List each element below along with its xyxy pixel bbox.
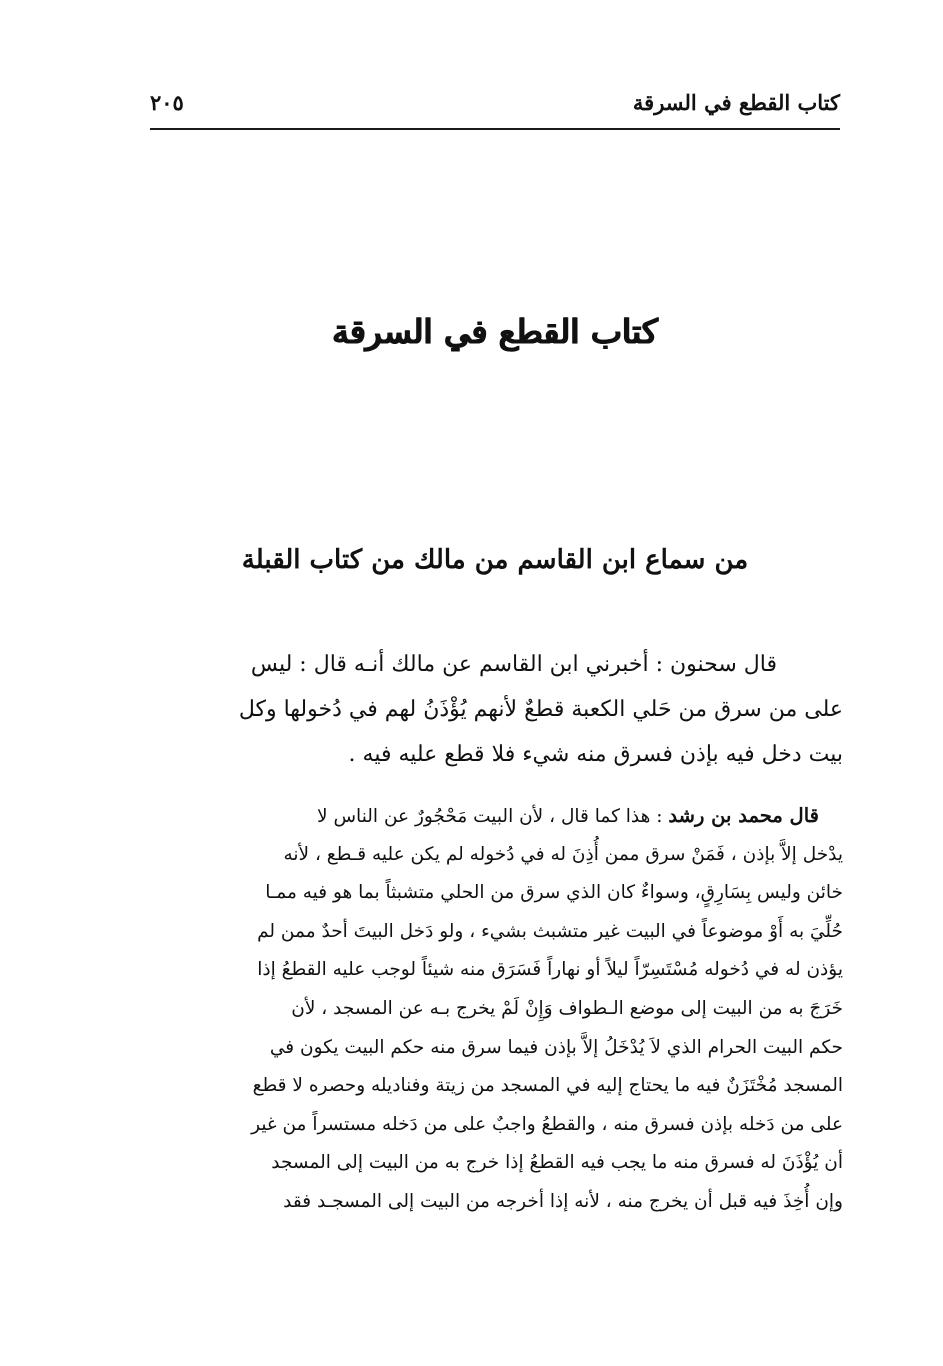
paragraph-2-line: حكم البيت الحرام الذي لاَ يُدْخَلُ إلاَّ بإذن فيما سرق منه حكم البيت يكون في — [269, 1036, 843, 1058]
paragraph-2-first-line-text: : هذا كما قال ، لأن البيت مَحْجُورٌ عن الناس لا — [317, 806, 669, 827]
paragraph-2-line — [155, 797, 843, 836]
paragraph-2-line: يؤذن له في دُخوله مُسْتَسِرّاً ليلاً أو نهاراً فَسَرَق منه شيئاً لوجب عليه القطعُ إذا — [257, 959, 843, 981]
paragraph-2-line: خائن وليس بِسَارِقٍ، وسواءٌ كان الذي سرق من الحلي متشبثاً بما هو فيه ممـا — [265, 882, 843, 904]
paragraph-2-line: حُلِّيَ به أَوْ موضوعاً في البيت غير متشبث بشيء ، ولو دَخل البيتَ أحدٌ ممن لم — [257, 920, 843, 942]
speaker-name: قال محمد بن رشد — [668, 804, 819, 827]
paragraph-2-line: المسجد مُخْتَزَنٌ فيه ما يحتاج إليه في المسجد من زيتة وفناديله وحصره لا قطع — [252, 1075, 843, 1097]
paragraph-1 — [155, 642, 843, 777]
page-number: ٢٠٥ — [150, 90, 184, 115]
header-rule — [150, 128, 840, 130]
paragraph-2-line: أن يُؤْذَنَ له فسرق منه ما يجب فيه القطعُ إذا خرج به من البيت إلى المسجد — [271, 1152, 843, 1174]
paragraph-2 — [155, 797, 843, 1222]
page-header — [150, 88, 840, 128]
paragraph-1-line: قال سحنون : أخبرني ابن القاسم عن مالك أنـه قال : ليس — [250, 652, 777, 677]
paragraph-2-line: يدْخل إلاَّ بإذن ، فَمَنْ سرق ممن أُذِنَ له في دُخوله لم يكن عليه قـطع ، لأنه — [283, 843, 843, 865]
paragraph-1-line: على من سرق من حَلي الكعبة قطعٌ لأنهم يُؤْذَنُ لهم في دُخولها وكل — [238, 697, 843, 722]
paragraph-2-line: على من دَخله بإذن فسرق منه ، والقطعُ واجبٌ على من دَخله مستسراً من غير — [251, 1113, 843, 1135]
paragraph-1-line: بيت دخل فيه بإذن فسرق منه شيء فلا قطع عليه فيه . — [348, 742, 843, 767]
running-title: كتاب القطع في السرقة — [632, 90, 840, 115]
section-heading: من سماع ابن القاسم من مالك من كتاب القبلة — [241, 545, 749, 575]
paragraph-2-line: خَرَجَ به من البيت إلى موضع الـطواف وَإِنْ لَمْ يخرج بـه عن المسجد ، لأن — [291, 997, 843, 1019]
book-title: كتاب القطع في السرقة — [332, 312, 658, 351]
paragraph-2-line: وإن أُخِذَ فيه قبل أن يخرج منه ، لأنه إذا أخرجه من البيت إلى المسجـد فقد — [283, 1190, 843, 1212]
